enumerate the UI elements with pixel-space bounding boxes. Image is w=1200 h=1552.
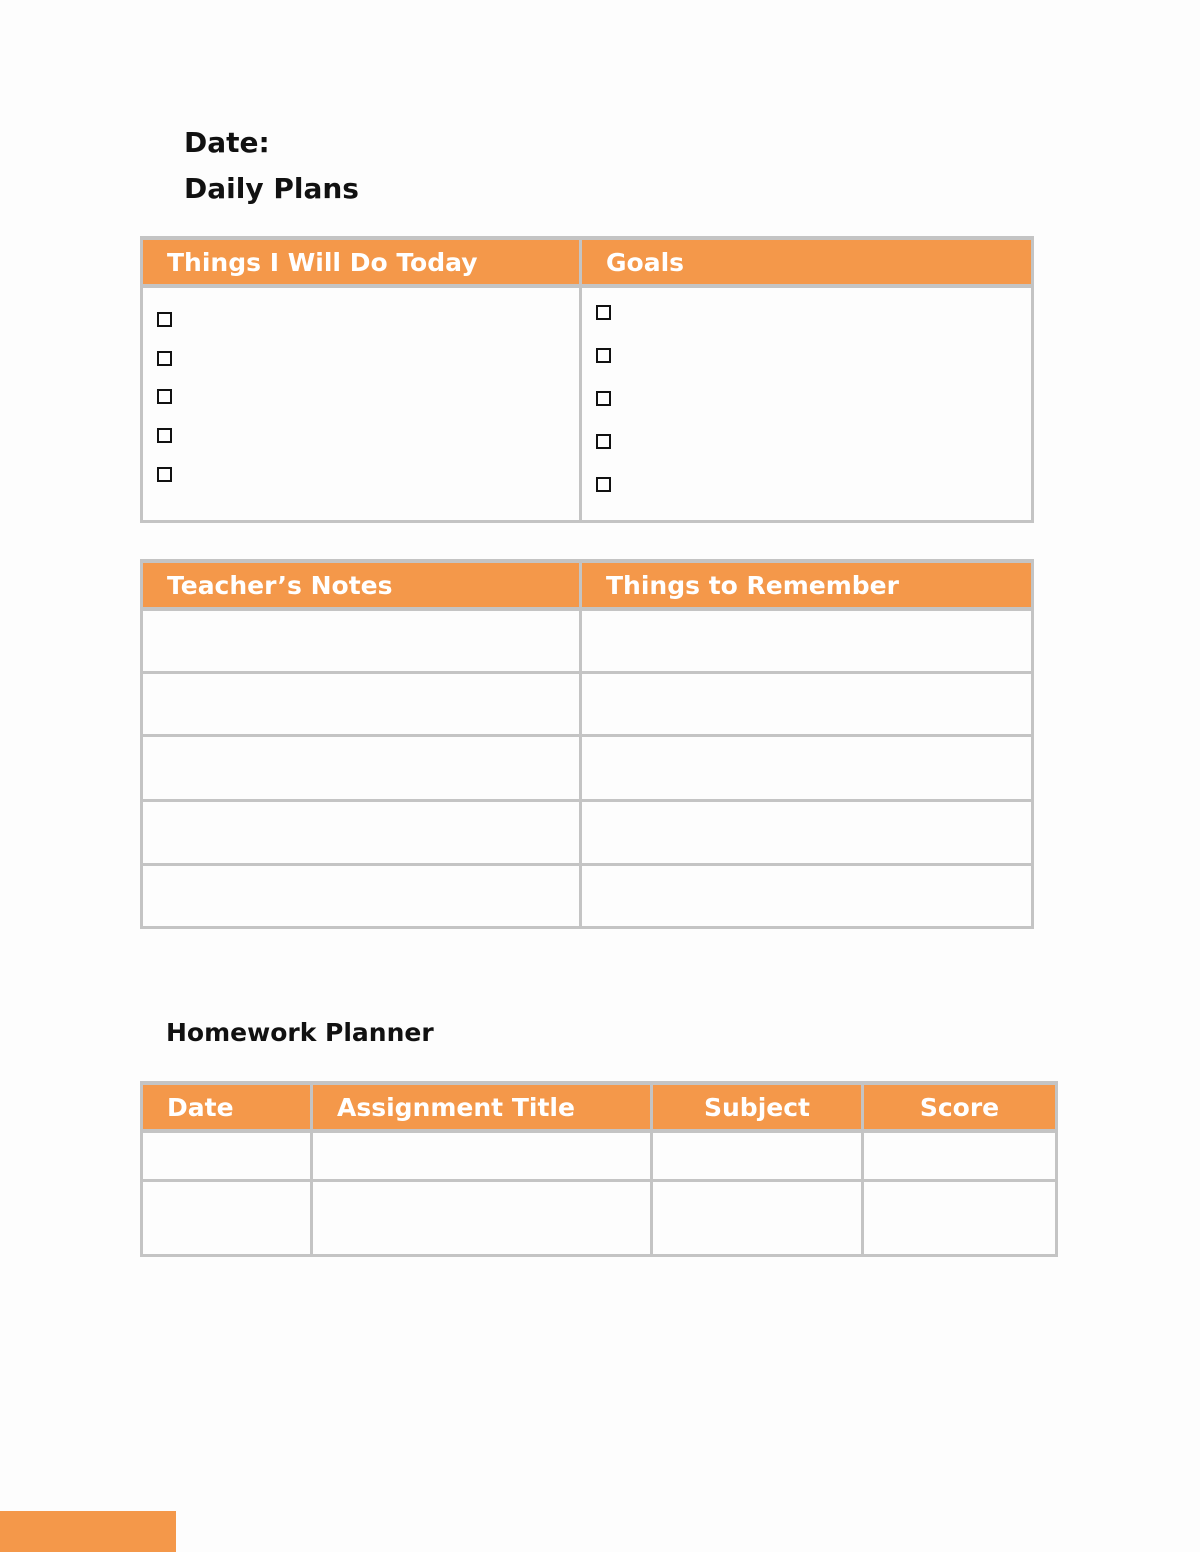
notes-row bbox=[142, 865, 1033, 928]
remember-cell[interactable] bbox=[581, 801, 1033, 865]
teachers-note-cell[interactable] bbox=[142, 609, 581, 673]
things-to-do-header: Things I Will Do Today bbox=[142, 238, 581, 286]
teachers-note-cell[interactable] bbox=[142, 865, 581, 928]
goals-header: Goals bbox=[581, 238, 1033, 286]
homework-row bbox=[142, 1181, 1057, 1256]
goal-checkbox[interactable] bbox=[596, 477, 611, 492]
todo-cell bbox=[142, 286, 581, 522]
things-to-remember-header: Things to Remember bbox=[581, 561, 1033, 609]
todo-checklist bbox=[143, 288, 579, 484]
hw-title-cell[interactable] bbox=[312, 1131, 652, 1181]
homework-row bbox=[142, 1131, 1057, 1181]
goal-checkbox[interactable] bbox=[596, 434, 611, 449]
goals-checklist bbox=[582, 288, 1031, 494]
remember-cell[interactable] bbox=[581, 736, 1033, 801]
hw-date-cell[interactable] bbox=[142, 1181, 312, 1256]
remember-cell[interactable] bbox=[581, 609, 1033, 673]
homework-planner-title: Homework Planner bbox=[166, 1018, 434, 1047]
page-title: Daily Plans bbox=[184, 172, 359, 205]
notes-row bbox=[142, 609, 1033, 673]
todo-checkbox[interactable] bbox=[157, 389, 172, 404]
notes-row bbox=[142, 673, 1033, 736]
notes-table bbox=[140, 559, 1034, 929]
teachers-notes-header: Teacher’s Notes bbox=[142, 561, 581, 609]
hw-date-cell[interactable] bbox=[142, 1131, 312, 1181]
hw-score-header: Score bbox=[863, 1083, 1057, 1131]
notes-row bbox=[142, 736, 1033, 801]
teachers-note-cell[interactable] bbox=[142, 673, 581, 736]
remember-cell[interactable] bbox=[581, 865, 1033, 928]
teachers-note-cell[interactable] bbox=[142, 801, 581, 865]
todo-checkbox[interactable] bbox=[157, 312, 172, 327]
hw-score-cell[interactable] bbox=[863, 1131, 1057, 1181]
todo-checkbox[interactable] bbox=[157, 428, 172, 443]
goal-checkbox[interactable] bbox=[596, 348, 611, 363]
hw-title-cell[interactable] bbox=[312, 1181, 652, 1256]
todo-checkbox[interactable] bbox=[157, 351, 172, 366]
todo-checkbox[interactable] bbox=[157, 467, 172, 482]
teachers-note-cell[interactable] bbox=[142, 736, 581, 801]
hw-date-header: Date bbox=[142, 1083, 312, 1131]
homework-table bbox=[140, 1081, 1058, 1257]
goal-checkbox[interactable] bbox=[596, 391, 611, 406]
notes-row bbox=[142, 801, 1033, 865]
goals-cell bbox=[581, 286, 1033, 522]
date-label: Date: bbox=[184, 126, 270, 159]
hw-score-cell[interactable] bbox=[863, 1181, 1057, 1256]
goal-checkbox[interactable] bbox=[596, 305, 611, 320]
daily-plans-table bbox=[140, 236, 1034, 523]
hw-subject-header: Subject bbox=[652, 1083, 863, 1131]
remember-cell[interactable] bbox=[581, 673, 1033, 736]
hw-subject-cell[interactable] bbox=[652, 1131, 863, 1181]
hw-subject-cell[interactable] bbox=[652, 1181, 863, 1256]
footer-accent-bar bbox=[0, 1511, 176, 1552]
hw-assignment-title-header: Assignment Title bbox=[312, 1083, 652, 1131]
